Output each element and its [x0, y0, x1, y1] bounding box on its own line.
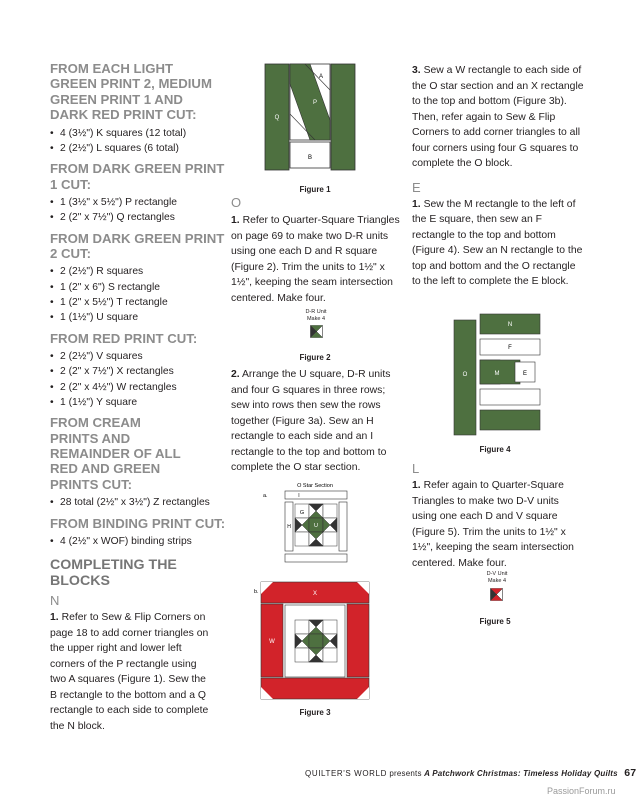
o-step-1-text: Refer to Quarter-Square Triangles on page 69 to make two D-R units using one each D and R square (Figure 2). Trim the units to 1½" x 1½", keeping the seam intersection centered. Make four.	[231, 215, 400, 304]
o-letter: O	[231, 195, 242, 210]
fig4-label-n: N	[507, 322, 513, 328]
cut-heading: FROM CREAM PRINTS AND REMAINDER OF ALL RED AND GREEN PRINTS CUT:	[50, 415, 181, 492]
cut-list	[50, 349, 230, 410]
footer-brand: QUILTER'S WORLD	[305, 769, 387, 778]
e-letter: E	[412, 179, 421, 195]
cut-item: • 28 total (2½" x 3½") Z rectangles	[50, 495, 230, 510]
fig3-b-label: b.	[254, 589, 259, 595]
o-step-3-text: Sew a W rectangle to each side of the O star section and an X rectangle to the top and bottom (Figure 3b). Then, refer again to Sew & Flip Corners to add corner triangles to all four corners using four G squares to complete the O block.	[412, 65, 584, 169]
o-column	[231, 195, 406, 306]
l-step-1-text: Refer again to Quarter-Square Triangles to make two D-V units using one each D and V square (Figure 5). Trim the units to 1½" x 1½", keeping the seam intersection centered. Make four.	[412, 480, 574, 569]
figure-4-diagram	[452, 312, 547, 437]
page-footer	[305, 767, 636, 779]
e-step-1-num: 1.	[412, 198, 421, 210]
e-step-1-text: Sew the M rectangle to the left of the E square, then sew an F rectangle to the top and bottom (Figure 4). Sew an N rectangle to the top and bottom and the O rectangle to the left to complete the E block.	[412, 198, 583, 287]
fig3-label-x: X	[312, 591, 318, 597]
fig5-unit-count: Make 4	[487, 577, 507, 584]
cut-item: • 1 (2" x 5½") T rectangle	[50, 295, 230, 310]
cut-item: • 2 (2" x 7½") X rectangles	[50, 364, 230, 379]
l-column	[412, 461, 584, 571]
fig2-unit-name: D-R Unit	[305, 309, 327, 315]
n-step-1-num: 1.	[50, 612, 59, 624]
o-step-1	[231, 213, 406, 306]
figure-1-caption: Figure 1	[299, 185, 331, 194]
figure-2-diagram	[310, 325, 323, 338]
cut-item: • 2 (2½") R squares	[50, 264, 230, 279]
cut-list	[50, 534, 230, 549]
cut-item: • 2 (2" x 7½") Q rectangles	[50, 210, 230, 225]
watermark: PassionForum.ru	[547, 786, 616, 796]
cut-item: • 2 (2½") L squares (6 total)	[50, 141, 230, 156]
fig5-unit-label	[477, 571, 517, 584]
figure-5-caption: Figure 5	[479, 617, 511, 626]
fig2-unit-count: Make 4	[306, 315, 326, 322]
cut-sections	[50, 61, 230, 549]
o-step-3-block	[412, 63, 584, 290]
cut-item: • 2 (2½") V squares	[50, 349, 230, 364]
fig3-label-h: H	[287, 524, 291, 530]
cut-list	[50, 264, 230, 325]
fig3-label-i: I	[298, 493, 300, 499]
fig5-unit-name: D-V Unit	[486, 571, 508, 577]
l-step-1-num: 1.	[412, 480, 421, 491]
figure-4-caption: Figure 4	[479, 445, 511, 454]
figure-2-caption: Figure 2	[299, 353, 331, 362]
fig1-label-a: A	[318, 74, 324, 80]
cut-item: • 1 (1½") U square	[50, 310, 230, 325]
cut-item: • 2 (2" x 4½") W rectangles	[50, 380, 230, 395]
o-step-2-text: Arrange the U square, D-R units and four G squares in three rows; sew into rows then sew the rows together (Figure 3a). Sew an H rectangle to each side and an I rectangle to the top and bottom to complete the O star section.	[231, 369, 391, 473]
cut-item: • 1 (3½" x 5½") P rectangle	[50, 195, 230, 210]
o-step-2-num: 2.	[231, 369, 240, 380]
completing-heading: COMPLETING THE BLOCKS	[50, 557, 177, 589]
fig1-label-p: P	[312, 100, 318, 106]
fig4-label-o: O	[462, 372, 468, 378]
cutting-column	[50, 61, 230, 734]
fig4-label-m: M	[494, 371, 500, 377]
fig3-a-label: a.	[263, 493, 268, 499]
cut-heading: FROM DARK GREEN PRINT 2 CUT:	[50, 230, 225, 262]
o-step-3	[412, 63, 584, 172]
figure-3-diagram	[245, 480, 375, 705]
footer-book-title: A Patchwork Christmas: Timeless Holiday Quilts	[424, 769, 618, 778]
cut-list	[50, 126, 230, 157]
o-step-2	[231, 367, 406, 476]
o-step-2-block	[231, 367, 406, 476]
footer-presents: presents	[389, 769, 422, 778]
cut-list	[50, 195, 230, 226]
n-step-1-text: Refer to Sew & Flip Corners on page 18 to add corner triangles on the upper right and lower left corners of the P rectangle using two A squares (Figure 1). Sew the B rectangle to the bottom and a Q rectangle to each side to complete the N block.	[50, 612, 209, 732]
cut-heading: FROM RED PRINT CUT:	[50, 330, 198, 346]
fig3-section-label: O Star Section	[297, 483, 333, 489]
n-letter: N	[50, 593, 60, 609]
fig3-label-g: G	[299, 510, 305, 516]
figure-1-diagram	[265, 62, 355, 172]
cut-heading: FROM DARK GREEN PRINT 1 CUT:	[50, 161, 225, 192]
cut-item: • 1 (2" x 6") S rectangle	[50, 280, 230, 295]
fig1-label-q: Q	[274, 115, 280, 121]
cut-heading: FROM BINDING PRINT CUT:	[50, 515, 226, 531]
fig2-unit-label	[296, 309, 336, 322]
figure-3-caption: Figure 3	[299, 708, 331, 717]
o-step-1-num: 1.	[231, 215, 240, 226]
cut-item: • 4 (2½" x WOF) binding strips	[50, 534, 230, 549]
cut-item: • 1 (1½") Y square	[50, 395, 230, 410]
l-letter: L	[412, 461, 420, 476]
fig3-label-u: U	[314, 523, 318, 529]
page-number: 67	[624, 767, 636, 779]
figure-5-diagram	[490, 588, 503, 601]
fig1-label-b: B	[307, 155, 313, 161]
e-step-1	[412, 197, 584, 290]
o-step-3-num: 3.	[412, 65, 421, 76]
cut-item: • 4 (3½") K squares (12 total)	[50, 126, 230, 141]
fig4-label-e: E	[522, 371, 528, 377]
l-step-1	[412, 478, 584, 571]
fig3-label-w: W	[269, 639, 275, 645]
n-step-1	[50, 610, 215, 734]
cut-list	[50, 495, 230, 510]
cut-heading: FROM EACH LIGHT GREEN PRINT 2, MEDIUM GREEN PRINT 1 AND DARK RED PRINT CUT:	[50, 61, 212, 123]
fig4-label-f: F	[508, 345, 512, 351]
